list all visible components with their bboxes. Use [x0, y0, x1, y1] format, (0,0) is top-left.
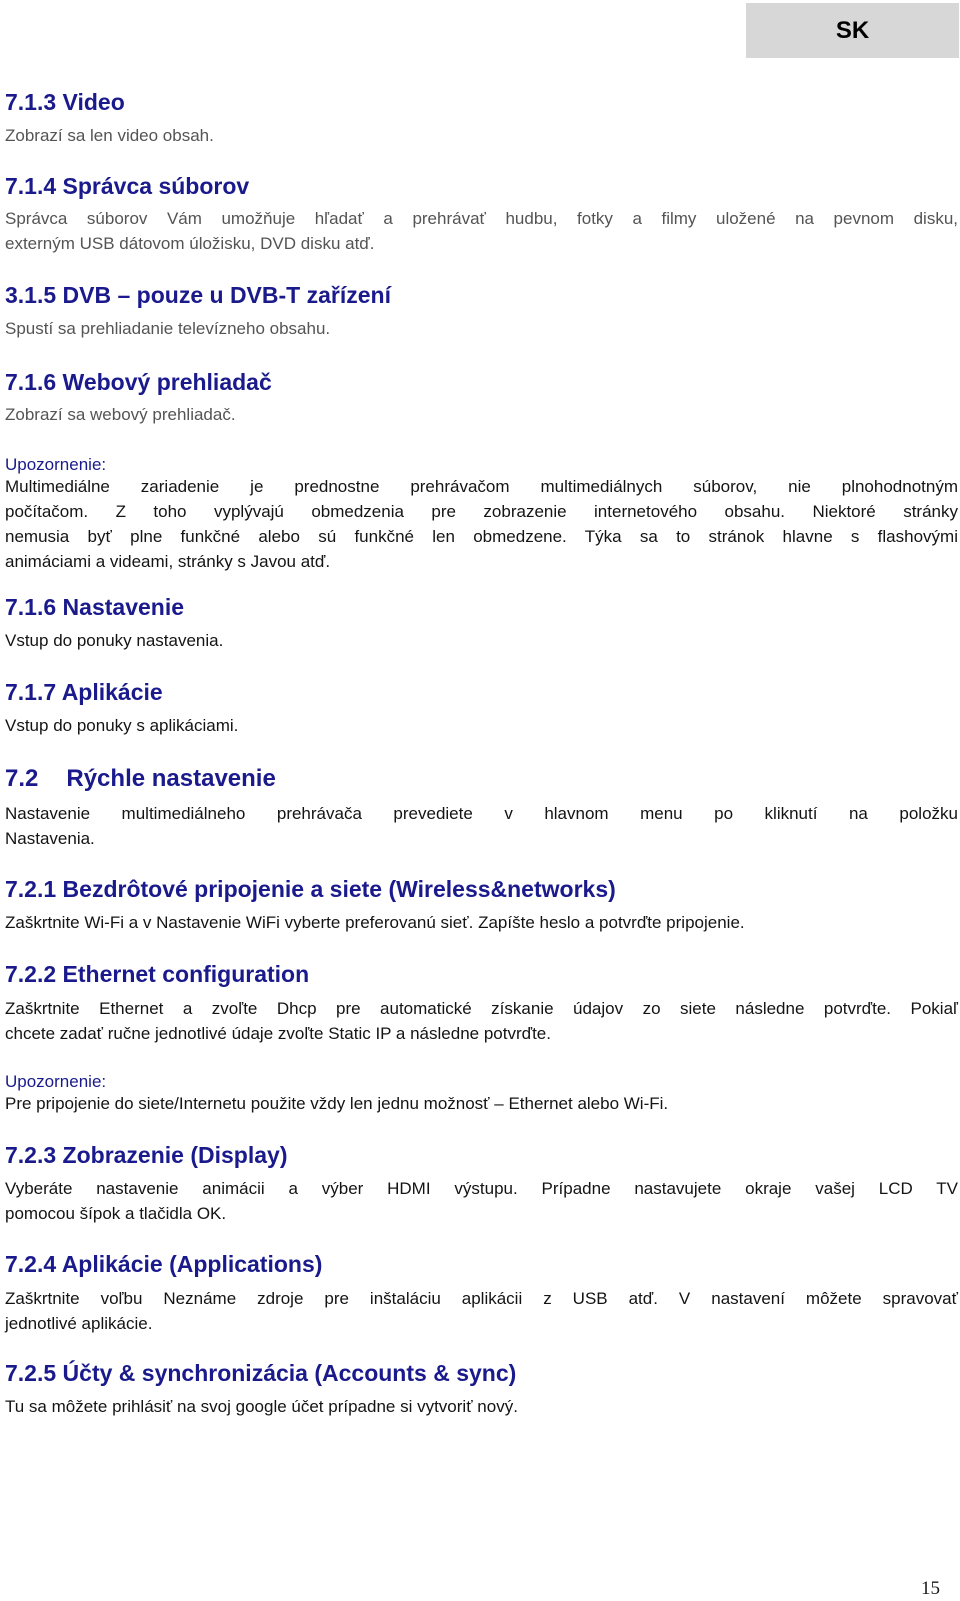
text-line: Správca súborov Vám umožňuje hľadať a prehrávať hudbu, fotky a filmy uložené na pevnom disku,: [5, 209, 958, 228]
text-warning-2: Pre pripojenie do siete/Internetu použite vždy len jednu možnosť – Ethernet alebo Wi-Fi.: [5, 1094, 669, 1113]
text-line: animáciami a videami, stránky s Javou atď.: [5, 552, 331, 571]
page-number: 15: [921, 1578, 940, 1599]
heading-dvb: 3.1.5 DVB – pouze u DVB-T zařízení: [5, 282, 391, 308]
text-warning-1: [5, 474, 958, 574]
text-video: Zobrazí sa len video obsah.: [5, 126, 214, 145]
text-line: Nastavenia.: [5, 829, 95, 848]
text-line: chcete zadať ručne jednotlivé údaje zvoľte Static IP a následne potvrďte.: [5, 1024, 551, 1043]
warning-label: Upozornenie:: [5, 1072, 107, 1091]
heading-file-manager: 7.1.4 Správca súborov: [5, 173, 250, 199]
text-ethernet: [5, 996, 958, 1046]
text-line: Zaškrtnite voľbu Neznáme zdroje pre inštaláciu aplikácii z USB atď. V nastavení môžete spravovať: [5, 1289, 958, 1308]
text-line: externým USB dátovom úložisku, DVD disku atď.: [5, 234, 375, 253]
text-line: Vyberáte nastavenie animácii a výber HDMI výstupu. Prípadne nastavujete okraje vašej LCD TV: [5, 1179, 958, 1198]
text-line: počítačom. Z toho vyplývajú obmedzenia pre zobrazenie internetového obsahu. Niektoré stránky: [5, 502, 958, 521]
text-line: Multimediálne zariadenie je prednostne prehrávačom multimediálnych súborov, nie plnohodnotným: [5, 477, 958, 496]
text-file-manager: [5, 206, 958, 256]
heading-quick-settings: [5, 765, 276, 793]
heading-display: 7.2.3 Zobrazenie (Display): [5, 1142, 288, 1168]
heading-apps: 7.1.7 Aplikácie: [5, 679, 163, 705]
heading-applications: 7.2.4 Aplikácie (Applications): [5, 1251, 323, 1277]
text-web-browser: Zobrazí sa webový prehliadač.: [5, 405, 236, 424]
warning-label: Upozornenie:: [5, 455, 107, 474]
text-line: Zaškrtnite Ethernet a zvoľte Dhcp pre automatické získanie údajov zo siete následne potvrďte. Pokiaľ: [5, 999, 958, 1018]
heading-settings: 7.1.6 Nastavenie: [5, 594, 185, 620]
text-display: [5, 1176, 958, 1226]
text-line: Nastavenie multimediálneho prehrávača prevediete v hlavnom menu po kliknutí na položku: [5, 804, 958, 823]
text-wireless: Zaškrtnite Wi-Fi a v Nastavenie WiFi vyberte preferovanú sieť. Zapíšte heslo a potvrďte pripojenie.: [5, 913, 745, 932]
heading-title: Rýchle nastavenie: [66, 765, 276, 792]
heading-wireless: 7.2.1 Bezdrôtové pripojenie a siete (Wireless&networks): [5, 876, 616, 902]
text-line: jednotlivé aplikácie.: [5, 1314, 153, 1333]
text-dvb: Spustí sa prehliadanie televízneho obsahu.: [5, 319, 331, 338]
text-line: nemusia byť plne funkčné alebo sú funkčné len obmedzene. Týka sa to stránok hlavne s flashovými: [5, 527, 958, 546]
language-badge: SK: [746, 3, 959, 58]
text-apps: Vstup do ponuky s aplikáciami.: [5, 716, 239, 735]
text-accounts: Tu sa môžete prihlásiť na svoj google účet prípadne si vytvoriť nový.: [5, 1397, 518, 1416]
text-line: pomocou šípok a tlačidla OK.: [5, 1204, 227, 1223]
text-quick-settings: [5, 801, 958, 851]
heading-video: 7.1.3 Video: [5, 89, 125, 115]
heading-ethernet: 7.2.2 Ethernet configuration: [5, 961, 310, 987]
text-settings: Vstup do ponuky nastavenia.: [5, 631, 224, 650]
heading-web-browser: 7.1.6 Webový prehliadač: [5, 369, 272, 395]
heading-number: 7.2: [5, 765, 39, 792]
text-applications: [5, 1286, 958, 1336]
heading-accounts: 7.2.5 Účty & synchronizácia (Accounts & sync): [5, 1360, 517, 1386]
